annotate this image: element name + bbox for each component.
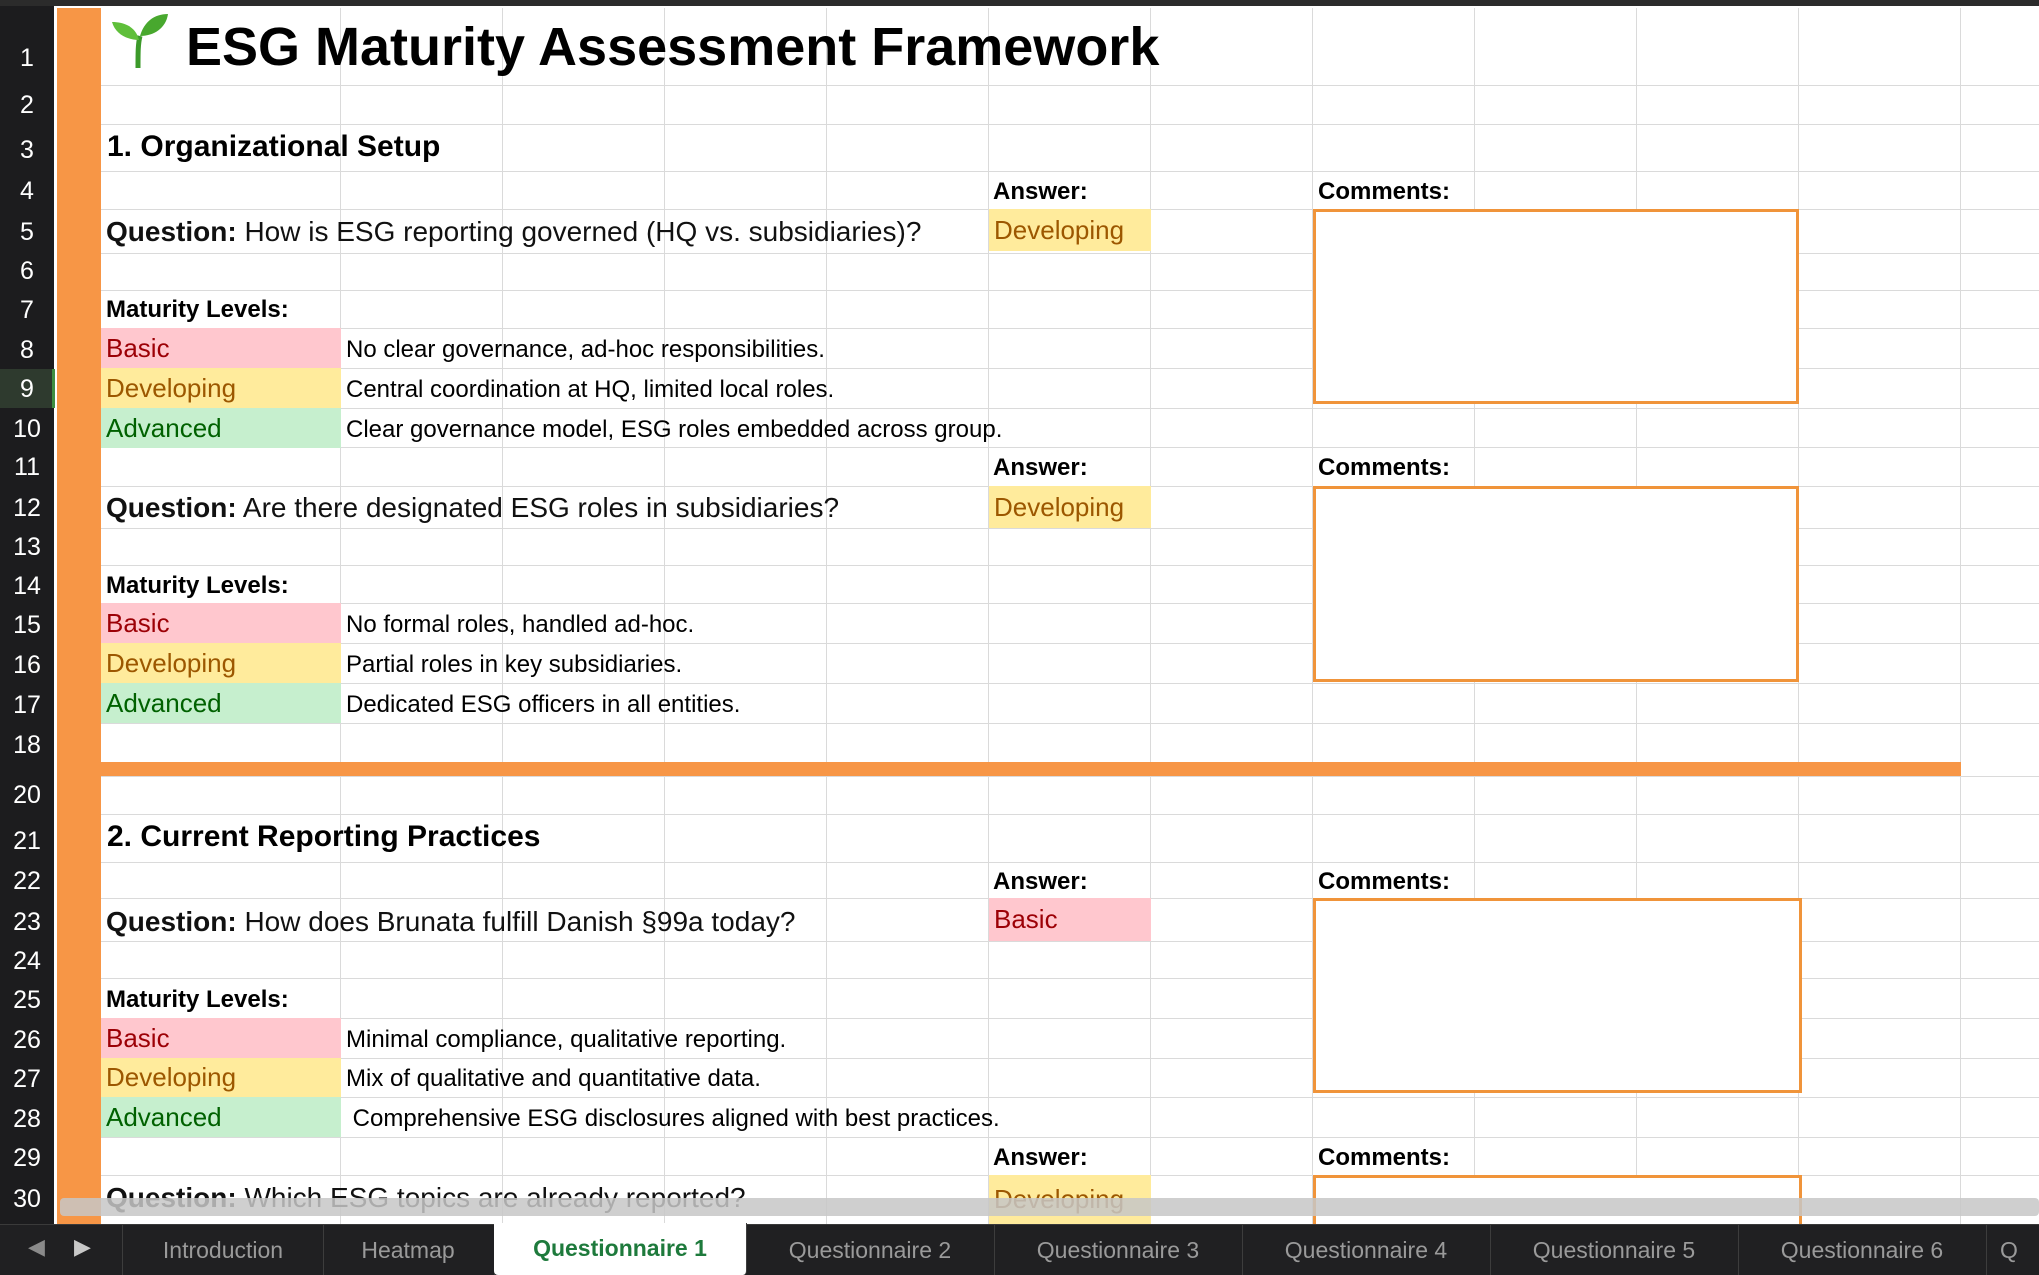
grid-line [101,408,2039,409]
row-number[interactable]: 13 [13,533,41,561]
question-text [106,906,795,938]
sheet-tab[interactable]: Q [2000,1237,2018,1263]
row-number[interactable]: 11 [14,453,40,481]
row-number[interactable]: 18 [13,731,41,759]
row-number[interactable]: 23 [13,908,41,936]
sheet-tab[interactable]: Introduction [122,1225,324,1275]
question-prefix: Question: [106,492,237,523]
row-number[interactable]: 2 [20,91,34,119]
level-description: Comprehensive ESG disclosures aligned with best practices. [346,1105,1000,1132]
level-description: Partial roles in key subsidiaries. [346,651,683,678]
answer-cell[interactable]: Developing [989,486,1151,528]
grid-line [826,8,827,1224]
grid-line [101,447,2039,448]
row-number[interactable]: 16 [13,651,41,679]
row-number[interactable]: 21 [13,827,41,855]
comments-label: Comments: [1318,868,1451,895]
grid-line [101,862,2039,863]
level-advanced: Advanced [101,1097,341,1137]
row-number[interactable]: 4 [20,177,34,205]
page-title: ESG Maturity Assessment Framework [186,17,1160,77]
row-number[interactable]: 22 [13,867,41,895]
sheet-tab-bar [0,1224,2039,1275]
row-number[interactable]: 30 [13,1185,41,1213]
grid-line [101,683,2039,684]
question-text [106,492,839,524]
row-number[interactable]: 15 [13,611,41,639]
row-number[interactable]: 26 [13,1026,41,1054]
row-number[interactable]: 6 [20,257,34,285]
level-description: Clear governance model, ESG roles embedded across group. [346,416,1003,443]
question-prefix: Question: [106,216,237,247]
maturity-levels-label: Maturity Levels: [106,296,289,323]
level-description: Mix of qualitative and quantitative data. [346,1065,761,1092]
grid-line [988,8,989,1224]
comments-label: Comments: [1318,178,1451,205]
level-advanced: Advanced [101,408,341,448]
row-number[interactable]: 27 [13,1065,41,1093]
row-number[interactable]: 9 [20,375,34,403]
seedling-icon [108,10,172,75]
maturity-levels-label: Maturity Levels: [106,572,289,599]
question-body: Are there designated ESG roles in subsidiaries? [242,492,840,523]
sheet-tab[interactable]: Questionnaire 2 [746,1225,995,1275]
row-number[interactable]: 25 [13,986,41,1014]
grid-line [101,1137,2039,1138]
row-number[interactable]: 24 [13,947,41,975]
row-number[interactable]: 8 [20,336,34,364]
horizontal-scrollbar[interactable] [60,1198,2039,1216]
sheet-tab[interactable]: Questionnaire 4 [1242,1225,1491,1275]
maturity-levels-label: Maturity Levels: [106,986,289,1013]
row-number[interactable]: 17 [13,691,41,719]
level-basic: Basic [101,603,341,643]
level-advanced: Advanced [101,683,341,723]
answer-label: Answer: [993,178,1088,205]
grid-line [1960,8,1961,1224]
level-developing: Developing [101,368,341,408]
sheet-tab[interactable]: Questionnaire 5 [1490,1225,1739,1275]
level-developing: Developing [101,1058,341,1097]
grid-line [101,124,2039,125]
question-body: How is ESG reporting governed (HQ vs. subsidiaries)? [244,216,922,247]
sheet-tab-active[interactable]: Questionnaire 1 [494,1223,747,1275]
grid-line [101,85,2039,86]
level-description: Central coordination at HQ, limited local roles. [346,376,835,403]
grid-line [101,814,2039,815]
next-sheet-arrow-icon[interactable]: ▶ [74,1235,91,1260]
question-text [106,216,921,248]
section-divider [101,762,1961,776]
row-number[interactable]: 12 [13,494,41,522]
orange-accent-column [57,8,101,1224]
sheet-tab[interactable]: Questionnaire 6 [1738,1225,1987,1275]
section-heading: 2. Current Reporting Practices [107,820,541,853]
level-developing: Developing [101,643,341,683]
column-header-strip [0,0,2039,6]
grid-line [101,1097,2039,1098]
row-number[interactable]: 7 [20,296,34,324]
sheet-tab[interactable]: Questionnaire 3 [994,1225,1243,1275]
grid-line [1150,8,1151,1224]
grid-line [101,776,2039,777]
row-number[interactable]: 20 [13,781,41,809]
row-number[interactable]: 29 [13,1144,41,1172]
sheet-tab[interactable]: Heatmap [322,1225,495,1275]
grid-line [101,171,2039,172]
comments-label: Comments: [1318,454,1451,481]
level-description: No clear governance, ad-hoc responsibilities. [346,336,825,363]
level-basic: Basic [101,328,341,368]
answer-label: Answer: [993,454,1088,481]
comments-box[interactable] [1313,486,1799,682]
question-prefix: Question: [106,906,237,937]
section-heading: 1. Organizational Setup [107,130,441,163]
answer-label: Answer: [993,1144,1088,1171]
grid-line [101,723,2039,724]
level-description: Dedicated ESG officers in all entities. [346,691,741,718]
answer-cell[interactable]: Developing [989,209,1151,251]
prev-sheet-arrow-icon[interactable]: ◀ [28,1235,45,1260]
answer-cell[interactable]: Basic [989,898,1151,941]
comments-box[interactable] [1313,209,1799,404]
level-description: Minimal compliance, qualitative reporting. [346,1026,787,1053]
question-body: How does Brunata fulfill Danish §99a today? [244,906,796,937]
comments-box[interactable] [1313,898,1802,1093]
row-number[interactable]: 28 [13,1105,41,1133]
row-number[interactable]: 3 [20,136,34,164]
row-number[interactable]: 14 [13,572,41,600]
row-number[interactable]: 10 [13,415,41,443]
level-basic: Basic [101,1018,341,1058]
row-number[interactable]: 5 [20,218,34,246]
row-number[interactable]: 1 [20,44,34,72]
comments-label: Comments: [1318,1144,1451,1171]
answer-label: Answer: [993,868,1088,895]
level-description: No formal roles, handled ad-hoc. [346,611,695,638]
